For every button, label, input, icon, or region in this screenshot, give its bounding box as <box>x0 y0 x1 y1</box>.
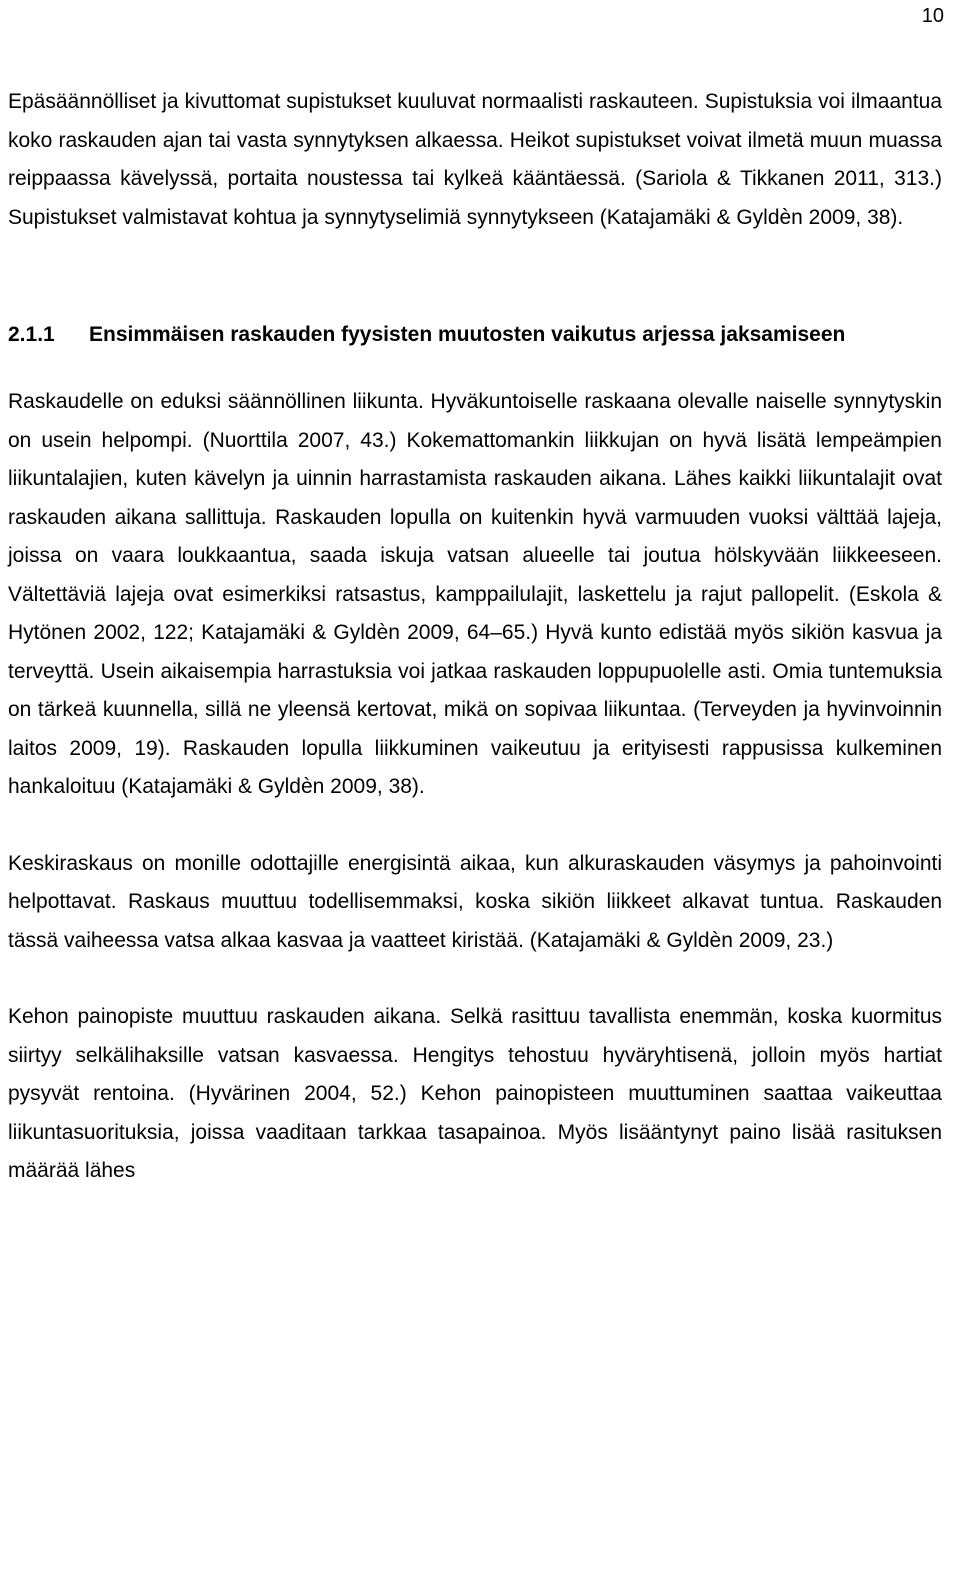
body-paragraph-2: Keskiraskaus on monille odottajille energisintä aikaa, kun alkuraskauden väsymys ja pahoinvointi helpottavat. Raskaus muuttuu todellisemmaksi, koska sikiön liikkeet alkavat tuntua. Raskauden tässä vaiheessa vatsa alkaa kasvaa ja vaatteet kiristää. (Katajamäki & Gyldèn 2009, 23.) <box>8 851 942 952</box>
page-number: 10 <box>921 5 944 27</box>
body-paragraph-1: Raskaudelle on eduksi säännöllinen liikunta. Hyväkuntoiselle raskaana olevalle naiselle synnytyskin on usein helpompi. (Nuorttila 2007, 43.) Kokemattomankin liikkujan on hyvä lisätä lempeämpien liikuntalajien, kuten kävelyn ja uinnin harrastamista raskauden aikana. Lähes kaikki liikuntalajit ovat raskauden aikana sallittuja. Raskauden lopulla on kuitenkin hyvä varmuuden vuoksi välttää lajeja, joissa on vaara loukkaantua, saada iskuja vatsan alueelle tai joutua hölskyvään liikkeeseen. Vältettäviä lajeja ovat esimerkiksi ratsastus, kamppailulajit, laskettelu ja rajut pallopelit. (Eskola & Hytönen 2002, 122; Katajamäki & Gyldèn 2009, 64–65.) Hyvä kunto edistää myös sikiön kasvua ja terveyttä. Usein aikaisempia harrastuksia voi jatkaa raskauden loppupuolelle asti. Omia tuntemuksia on tärkeä kuunnella, sillä ne yleensä kertovat, mikä on sopivaa liikuntaa. (Terveyden ja hyvinvoinnin laitos 2009, 19). Raskauden lopulla liikkuminen vaikeutuu ja erityisesti rappusissa kulkeminen hankaloituu (Katajamäki & Gyldèn 2009, 38). <box>8 390 942 798</box>
document-body <box>8 83 942 1191</box>
section-number: 2.1.1 <box>8 323 55 346</box>
section-heading <box>8 315 942 355</box>
intro-paragraph: Epäsäännölliset ja kivuttomat supistukset kuuluvat normaalisti raskauteen. Supistuksia voi ilmaantua koko raskauden ajan tai vasta synnytyksen alkaessa. Heikot supistukset voivat ilmetä muun muassa reippaassa kävelyssä, portaita noustessa tai kylkeä kääntäessä. (Sariola & Tikkanen 2011, 313.) Supistukset valmistavat kohtua ja synnytyselimiä synnytykseen (Katajamäki & Gyldèn 2009, 38). <box>8 90 942 229</box>
section-title: Ensimmäisen raskauden fyysisten muutosten vaikutus arjessa jaksamiseen <box>89 323 846 346</box>
body-paragraph-3: Kehon painopiste muuttuu raskauden aikana. Selkä rasittuu tavallista enemmän, koska kuormitus siirtyy selkälihaksille vatsan kasvaessa. Hengitys tehostuu hyväryhtisenä, jolloin myös hartiat pysyvät rentoina. (Hyvärinen 2004, 52.) Kehon painopisteen muuttuminen saattaa vaikeuttaa liikuntasuorituksia, joissa vaaditaan tarkkaa tasapainoa. Myös lisääntynyt paino lisää rasituksen määrää lähes <box>8 1005 942 1182</box>
